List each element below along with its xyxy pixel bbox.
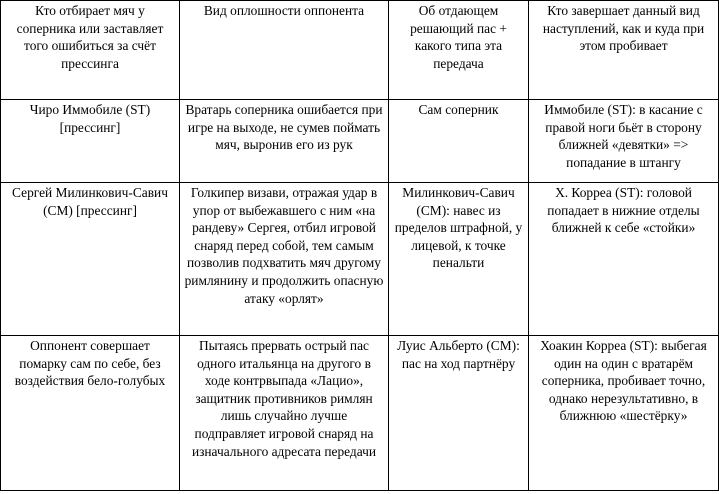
table-cell: Оппонент совершает помарку сам по себе, без воздействия бело-голубых (1, 336, 180, 491)
table-cell: Сам соперник (389, 100, 529, 183)
table-cell: Сергей Милинкович-Савич (CM) [прессинг] (1, 183, 180, 336)
table-cell: Пытаясь прервать острый пас одного итальянца на другого в ходе контрвыпада «Лацио», защитник противников римлян лишь случайно лучше подправляет игровой снаряд на изначального адресата передачи (180, 336, 389, 491)
table-cell: Голкипер визави, отражая удар в упор от выбежавшего с ним «на рандеву» Сергея, отбил игровой снаряд перед собой, тем самым позволив подхватить мяч другому римлянину и продолжить опасную атаку «орлят» (180, 183, 389, 336)
table-row (1, 100, 719, 183)
table-cell: Иммобиле (ST): в касание с правой ноги бьёт в сторону ближней «девятки» => попадание в штангу (529, 100, 719, 183)
table-cell: Чиро Иммобиле (ST) [прессинг] (1, 100, 180, 183)
table-row (1, 336, 719, 491)
header-cell-attacker: Кто отбирает мяч у соперника или заставляет того ошибиться за счёт прессинга (1, 1, 180, 100)
table-cell: Х. Корреа (ST): головой попадает в нижние отделы ближней к себе «стойки» (529, 183, 719, 336)
table-header-row (1, 1, 719, 100)
table-cell: Милинкович-Савич (CM): навес из пределов штрафной, у лицевой, к точке пенальти (389, 183, 529, 336)
header-cell-mistake-type: Вид оплошности оппонента (180, 1, 389, 100)
table-cell: Хоакин Корреа (ST): выбегая один на один с вратарём соперника, пробивает точно, однако нерезультативно, в ближнюю «шестёрку» (529, 336, 719, 491)
table-cell: Луис Альберто (CM): пас на ход партнёру (389, 336, 529, 491)
header-cell-key-pass: Об отдающем решающий пас + какого типа эта передача (389, 1, 529, 100)
table-row (1, 183, 719, 336)
table-cell: Вратарь соперника ошибается при игре на выходе, не сумев поймать мяч, выронив его из рук (180, 100, 389, 183)
header-cell-finisher: Кто завершает данный вид наступлений, как и куда при этом пробивает (529, 1, 719, 100)
